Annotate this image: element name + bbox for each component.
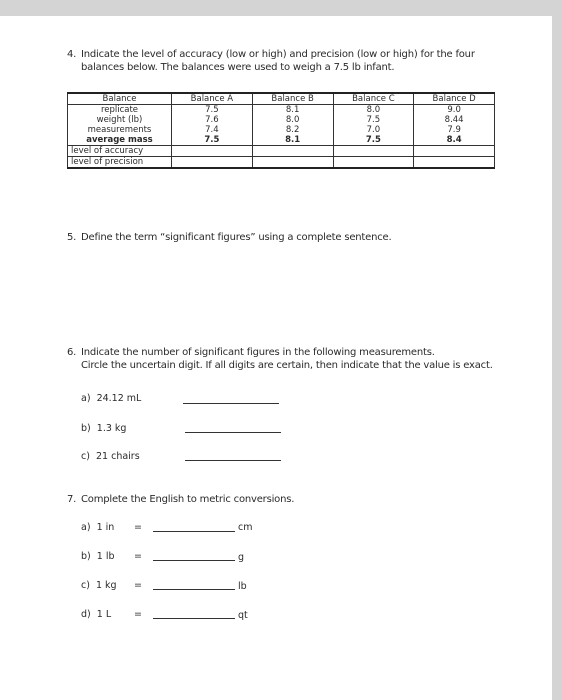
- target-unit: g: [238, 552, 245, 563]
- precision-cell-b[interactable]: [252, 157, 333, 169]
- precision-cell-d[interactable]: [414, 157, 495, 169]
- item-letter: b): [81, 423, 91, 434]
- precision-row: [68, 157, 495, 169]
- average-label: average mass: [68, 135, 172, 146]
- average-value: 7.5: [333, 135, 414, 146]
- question-7-number: 7.: [67, 494, 77, 505]
- accuracy-cell-c[interactable]: [333, 146, 414, 157]
- accuracy-label: level of accuracy: [68, 146, 172, 157]
- question-7-text: Complete the English to metric conversions.: [81, 494, 295, 505]
- item-letter: c): [81, 451, 90, 462]
- equals-sign: =: [134, 609, 142, 620]
- item-letter: a): [81, 393, 91, 404]
- accuracy-cell-b[interactable]: [252, 146, 333, 157]
- item-unit-from: 1 L: [96, 609, 112, 620]
- precision-cell-c[interactable]: [333, 157, 414, 169]
- q7-answer-a-blank[interactable]: [153, 531, 235, 532]
- accuracy-row: [68, 146, 495, 157]
- question-5: [67, 231, 391, 244]
- header-balance: Balance: [68, 93, 172, 105]
- question-5-number: 5.: [67, 232, 77, 243]
- cell-value: 8.2: [252, 125, 333, 135]
- cell-value: 7.4: [172, 125, 253, 135]
- precision-cell-a[interactable]: [172, 157, 253, 169]
- question-4-line2: balances below. The balances were used to weigh a 7.5 lb infant.: [81, 62, 395, 73]
- q6-item-c: [81, 451, 140, 463]
- accuracy-cell-a[interactable]: [172, 146, 253, 157]
- item-letter: d): [81, 609, 91, 620]
- q7-answer-b-blank[interactable]: [153, 560, 235, 561]
- q6-item-b: [81, 423, 126, 435]
- cell-value: 7.5: [172, 105, 253, 116]
- q6-item-a: [81, 393, 141, 405]
- q7-answer-d-blank[interactable]: [153, 618, 235, 619]
- cell-value: 7.9: [414, 125, 495, 135]
- cell-value: 8.1: [252, 105, 333, 116]
- cell-value: 7.6: [172, 115, 253, 125]
- q6-answer-c-blank[interactable]: [185, 460, 281, 461]
- table-row: [68, 105, 495, 116]
- q7-item-a: [81, 522, 114, 534]
- average-value: 8.1: [252, 135, 333, 146]
- question-7: [67, 493, 294, 506]
- target-unit: cm: [238, 522, 253, 533]
- question-4: [67, 48, 475, 74]
- row-label: replicate: [68, 105, 172, 116]
- item-measurement: 24.12 mL: [96, 393, 142, 404]
- question-6-number: 6.: [67, 347, 77, 358]
- q7-answer-c-blank[interactable]: [153, 589, 235, 590]
- table-row: [68, 125, 495, 135]
- target-unit: lb: [238, 581, 247, 592]
- item-measurement: 1.3 kg: [96, 423, 127, 434]
- equals-sign: =: [134, 551, 142, 562]
- item-unit-from: 1 in: [96, 522, 115, 533]
- equals-sign: =: [134, 580, 142, 591]
- item-letter: b): [81, 551, 91, 562]
- balance-table: [67, 92, 495, 169]
- table-row: [68, 115, 495, 125]
- item-measurement: 21 chairs: [95, 451, 140, 462]
- target-unit: qt: [238, 610, 248, 621]
- question-6-line2: Circle the uncertain digit. If all digits are certain, then indicate that the value is exact.: [81, 360, 493, 371]
- item-unit-from: 1 kg: [95, 580, 117, 591]
- average-value: 8.4: [414, 135, 495, 146]
- item-unit-from: 1 lb: [96, 551, 115, 562]
- equals-sign: =: [134, 522, 142, 533]
- q6-answer-a-blank[interactable]: [183, 403, 279, 404]
- cell-value: 8.44: [414, 115, 495, 125]
- cell-value: 7.0: [333, 125, 414, 135]
- average-row: [68, 135, 495, 146]
- row-label: weight (lb): [68, 115, 172, 125]
- cell-value: 8.0: [252, 115, 333, 125]
- accuracy-cell-d[interactable]: [414, 146, 495, 157]
- question-6-line1: Indicate the number of significant figures in the following measurements.: [81, 347, 435, 358]
- question-5-text: Define the term “significant figures” using a complete sentence.: [81, 232, 392, 243]
- right-gray-bar: [552, 16, 562, 700]
- question-4-line1: Indicate the level of accuracy (low or high) and precision (low or high) for the four: [81, 49, 475, 60]
- header-balance-c: Balance C: [333, 93, 414, 105]
- average-value: 7.5: [172, 135, 253, 146]
- row-label: measurements: [68, 125, 172, 135]
- header-balance-d: Balance D: [414, 93, 495, 105]
- q7-item-b: [81, 551, 115, 563]
- cell-value: 7.5: [333, 115, 414, 125]
- q7-item-d: [81, 609, 111, 621]
- q7-item-c: [81, 580, 117, 592]
- question-4-number: 4.: [67, 49, 77, 60]
- header-balance-a: Balance A: [172, 93, 253, 105]
- table-header-row: [68, 93, 495, 105]
- top-gray-bar: [0, 0, 562, 16]
- question-6: [67, 346, 493, 372]
- cell-value: 9.0: [414, 105, 495, 116]
- cell-value: 8.0: [333, 105, 414, 116]
- header-balance-b: Balance B: [252, 93, 333, 105]
- q6-answer-b-blank[interactable]: [185, 432, 281, 433]
- item-letter: c): [81, 580, 90, 591]
- precision-label: level of precision: [68, 157, 172, 169]
- item-letter: a): [81, 522, 91, 533]
